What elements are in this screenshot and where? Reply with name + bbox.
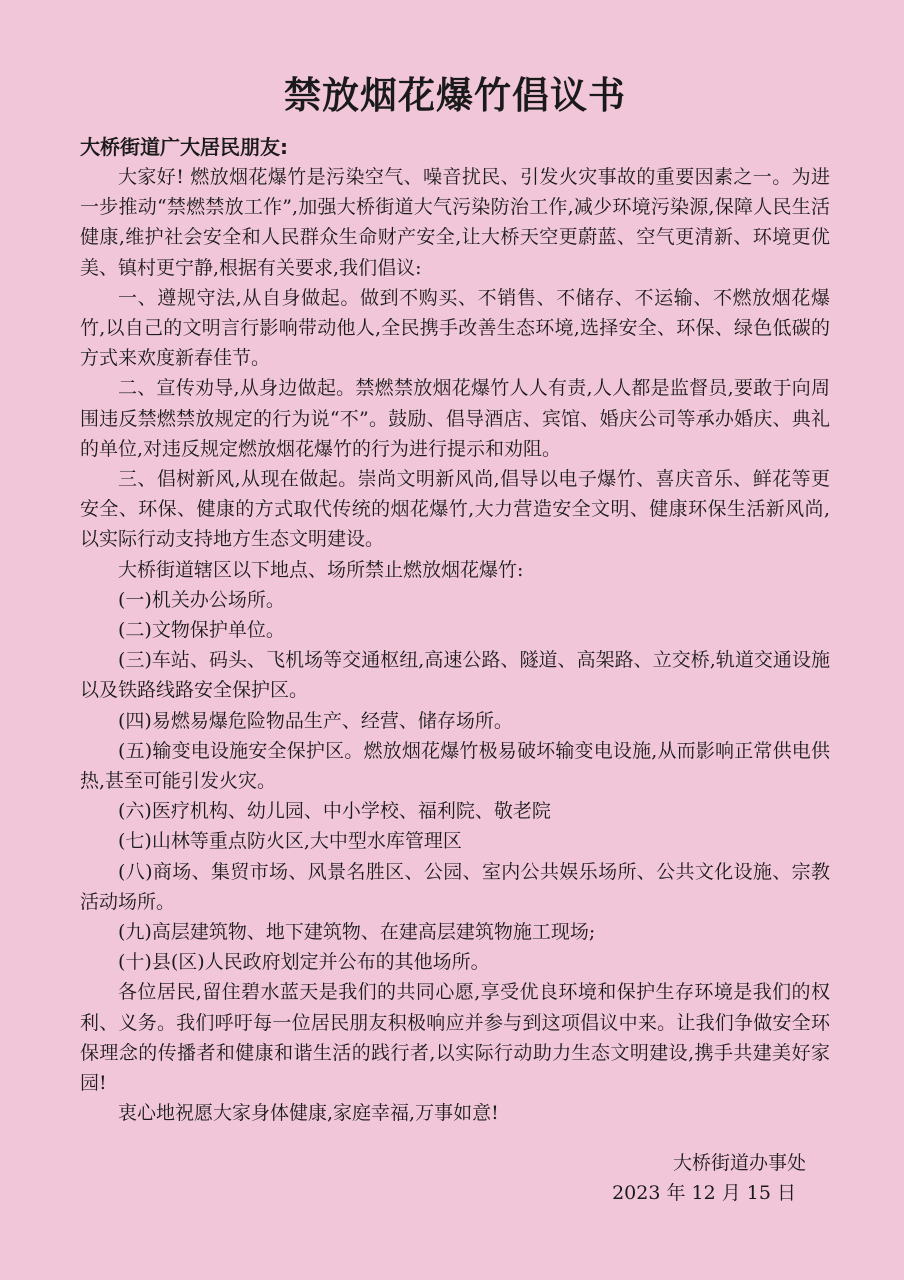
proposal-paragraph-3: 三、倡树新风,从现在做起。崇尚文明新风尚,倡导以电子爆竹、喜庆音乐、鲜花等更安全、环保、健康的方式取代传统的烟花爆竹,大力营造安全文明、健康环保生活新风尚,以实际行动支持地方生态文明建设。 [80,468,830,551]
zone-item-8: (八)商场、集贸市场、风景名胜区、公园、室内公共娱乐场所、公共文化设施、宗教活动场所。 [80,860,830,913]
intro-paragraph: 大家好! 燃放烟花爆竹是污染空气、噪音扰民、引发火灾事故的重要因素之一。为进一步推动“禁燃禁放工作”,加强大桥街道大气污染防治工作,减少环境污染源,保障人民生活健康,维护社会安全和人民群众生命财产安全,让大桥天空更蔚蓝、空气更清新、环境更优美、镇村更宁静,根据有关要求,我们倡议: [80,166,830,279]
proposal-paragraph-1: 一、遵规守法,从自身做起。做到不购买、不销售、不储存、不运输、不燃放烟花爆竹,以自己的文明言行影响带动他人,全民携手改善生态环境,选择安全、环保、绿色低碳的方式来欢度新春佳节。 [80,286,830,370]
zone-item-2: (二)文物保护单位。 [118,619,285,642]
wishes-line: 衷心地祝愿大家身体健康,家庭幸福,万事如意! [118,1102,499,1125]
zone-item-4: (四)易燃易爆危险物品生产、经营、储存场所。 [118,709,513,732]
zone-item-9: (九)高层建筑物、地下建筑物、在建高层建筑物施工现场; [118,921,596,944]
zones-intro: 大桥街道辖区以下地点、场所禁止燃放烟花爆竹: [118,558,524,581]
zone-item-3: (三)车站、码头、飞机场等交通枢纽,高速公路、隧道、高架路、立交桥,轨道交通设施以及铁路线路安全保护区。 [80,649,830,702]
zone-item-7: (七)山林等重点防火区,大中型水库管理区 [118,830,462,853]
salutation: 大桥街道广大居民朋友: [80,135,288,159]
proposal-paragraph-2: 二、宣传劝导,从身边做起。禁燃禁放烟花爆竹人人有责,人人都是监督员,要敢于向周围违反禁燃禁放规定的行为说“不”。鼓励、倡导酒店、宾馆、婚庆公司等承办婚庆、典礼的单位,对违反规定燃放烟花爆竹的行为进行提示和劝阻。 [80,377,830,460]
document-title: 禁放烟花爆竹倡议书 [284,74,626,117]
zone-item-6: (六)医疗机构、幼儿园、中小学校、福利院、敬老院 [118,800,551,823]
zone-item-5: (五)输变电设施安全保护区。燃放烟花爆竹极易破坏输变电设施,从而影响正常供电供热,甚至可能引发火灾。 [80,739,830,793]
zone-item-1: (一)机关办公场所。 [118,588,285,611]
closing-paragraph: 各位居民,留住碧水蓝天是我们的共同心愿,享受优良环境和保护生存环境是我们的权利、义务。我们呼吁每一位居民朋友积极响应并参与到这项倡议中来。让我们争做安全环保理念的传播者和健康和谐生活的践行者,以实际行动助力生态文明建设,携手共建美好家园! [80,981,830,1095]
signature-date: 2023 年 12 月 15 日 [612,1182,796,1204]
zone-item-10: (十)县(区)人民政府划定并公布的其他场所。 [118,951,490,974]
signature-organization: 大桥街道办事处 [672,1152,806,1174]
